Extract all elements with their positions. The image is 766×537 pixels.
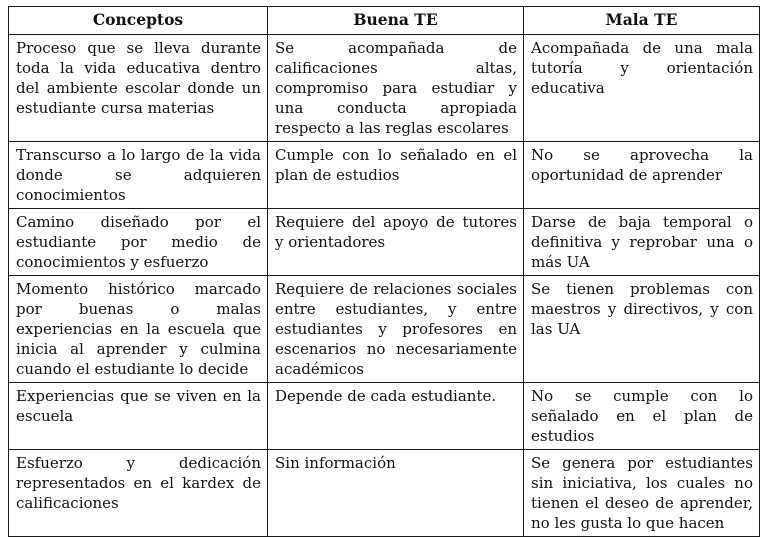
cell-concepto: Camino diseñado por el estudiante por medio de conocimientos y esfuerzo — [9, 209, 268, 276]
table-header-row — [9, 7, 760, 35]
cell-buena-te: Sin información — [268, 450, 524, 537]
header-buena-te: Buena TE — [268, 7, 524, 35]
table-row — [9, 142, 760, 209]
table-row — [9, 276, 760, 383]
cell-buena-te: Requiere de relaciones sociales entre estudiantes, y entre estudiantes y profesores en escenarios no necesariamente académicos — [268, 276, 524, 383]
cell-concepto: Transcurso a lo largo de la vida donde se adquieren conocimientos — [9, 142, 268, 209]
header-mala-te: Mala TE — [524, 7, 760, 35]
cell-mala-te: No se cumple con lo señalado en el plan de estudios — [524, 383, 760, 450]
header-conceptos: Conceptos — [9, 7, 268, 35]
cell-concepto: Experiencias que se viven en la escuela — [9, 383, 268, 450]
table-row — [9, 383, 760, 450]
cell-buena-te: Cumple con lo señalado en el plan de estudios — [268, 142, 524, 209]
table-row — [9, 209, 760, 276]
cell-buena-te: Requiere del apoyo de tutores y orientadores — [268, 209, 524, 276]
cell-concepto: Esfuerzo y dedicación representados en el kardex de calificaciones — [9, 450, 268, 537]
cell-mala-te: Se genera por estudiantes sin iniciativa, los cuales no tienen el deseo de aprender, no les gusta lo que hacen — [524, 450, 760, 537]
table-row — [9, 35, 760, 142]
cell-mala-te: Acompañada de una mala tutoría y orientación educativa — [524, 35, 760, 142]
cell-mala-te: Darse de baja temporal o definitiva y reprobar una o más UA — [524, 209, 760, 276]
cell-mala-te: Se tienen problemas con maestros y directivos, y con las UA — [524, 276, 760, 383]
concepts-table — [8, 6, 760, 537]
cell-concepto: Momento histórico marcado por buenas o malas experiencias en la escuela que inicia al aprender y culmina cuando el estudiante lo decide — [9, 276, 268, 383]
table-row — [9, 450, 760, 537]
cell-buena-te: Se acompañada de calificaciones altas, compromiso para estudiar y una conducta apropiada respecto a las reglas escolares — [268, 35, 524, 142]
cell-concepto: Proceso que se lleva durante toda la vida educativa dentro del ambiente escolar donde un estudiante cursa materias — [9, 35, 268, 142]
cell-mala-te: No se aprovecha la oportunidad de aprender — [524, 142, 760, 209]
cell-buena-te: Depende de cada estudiante. — [268, 383, 524, 450]
